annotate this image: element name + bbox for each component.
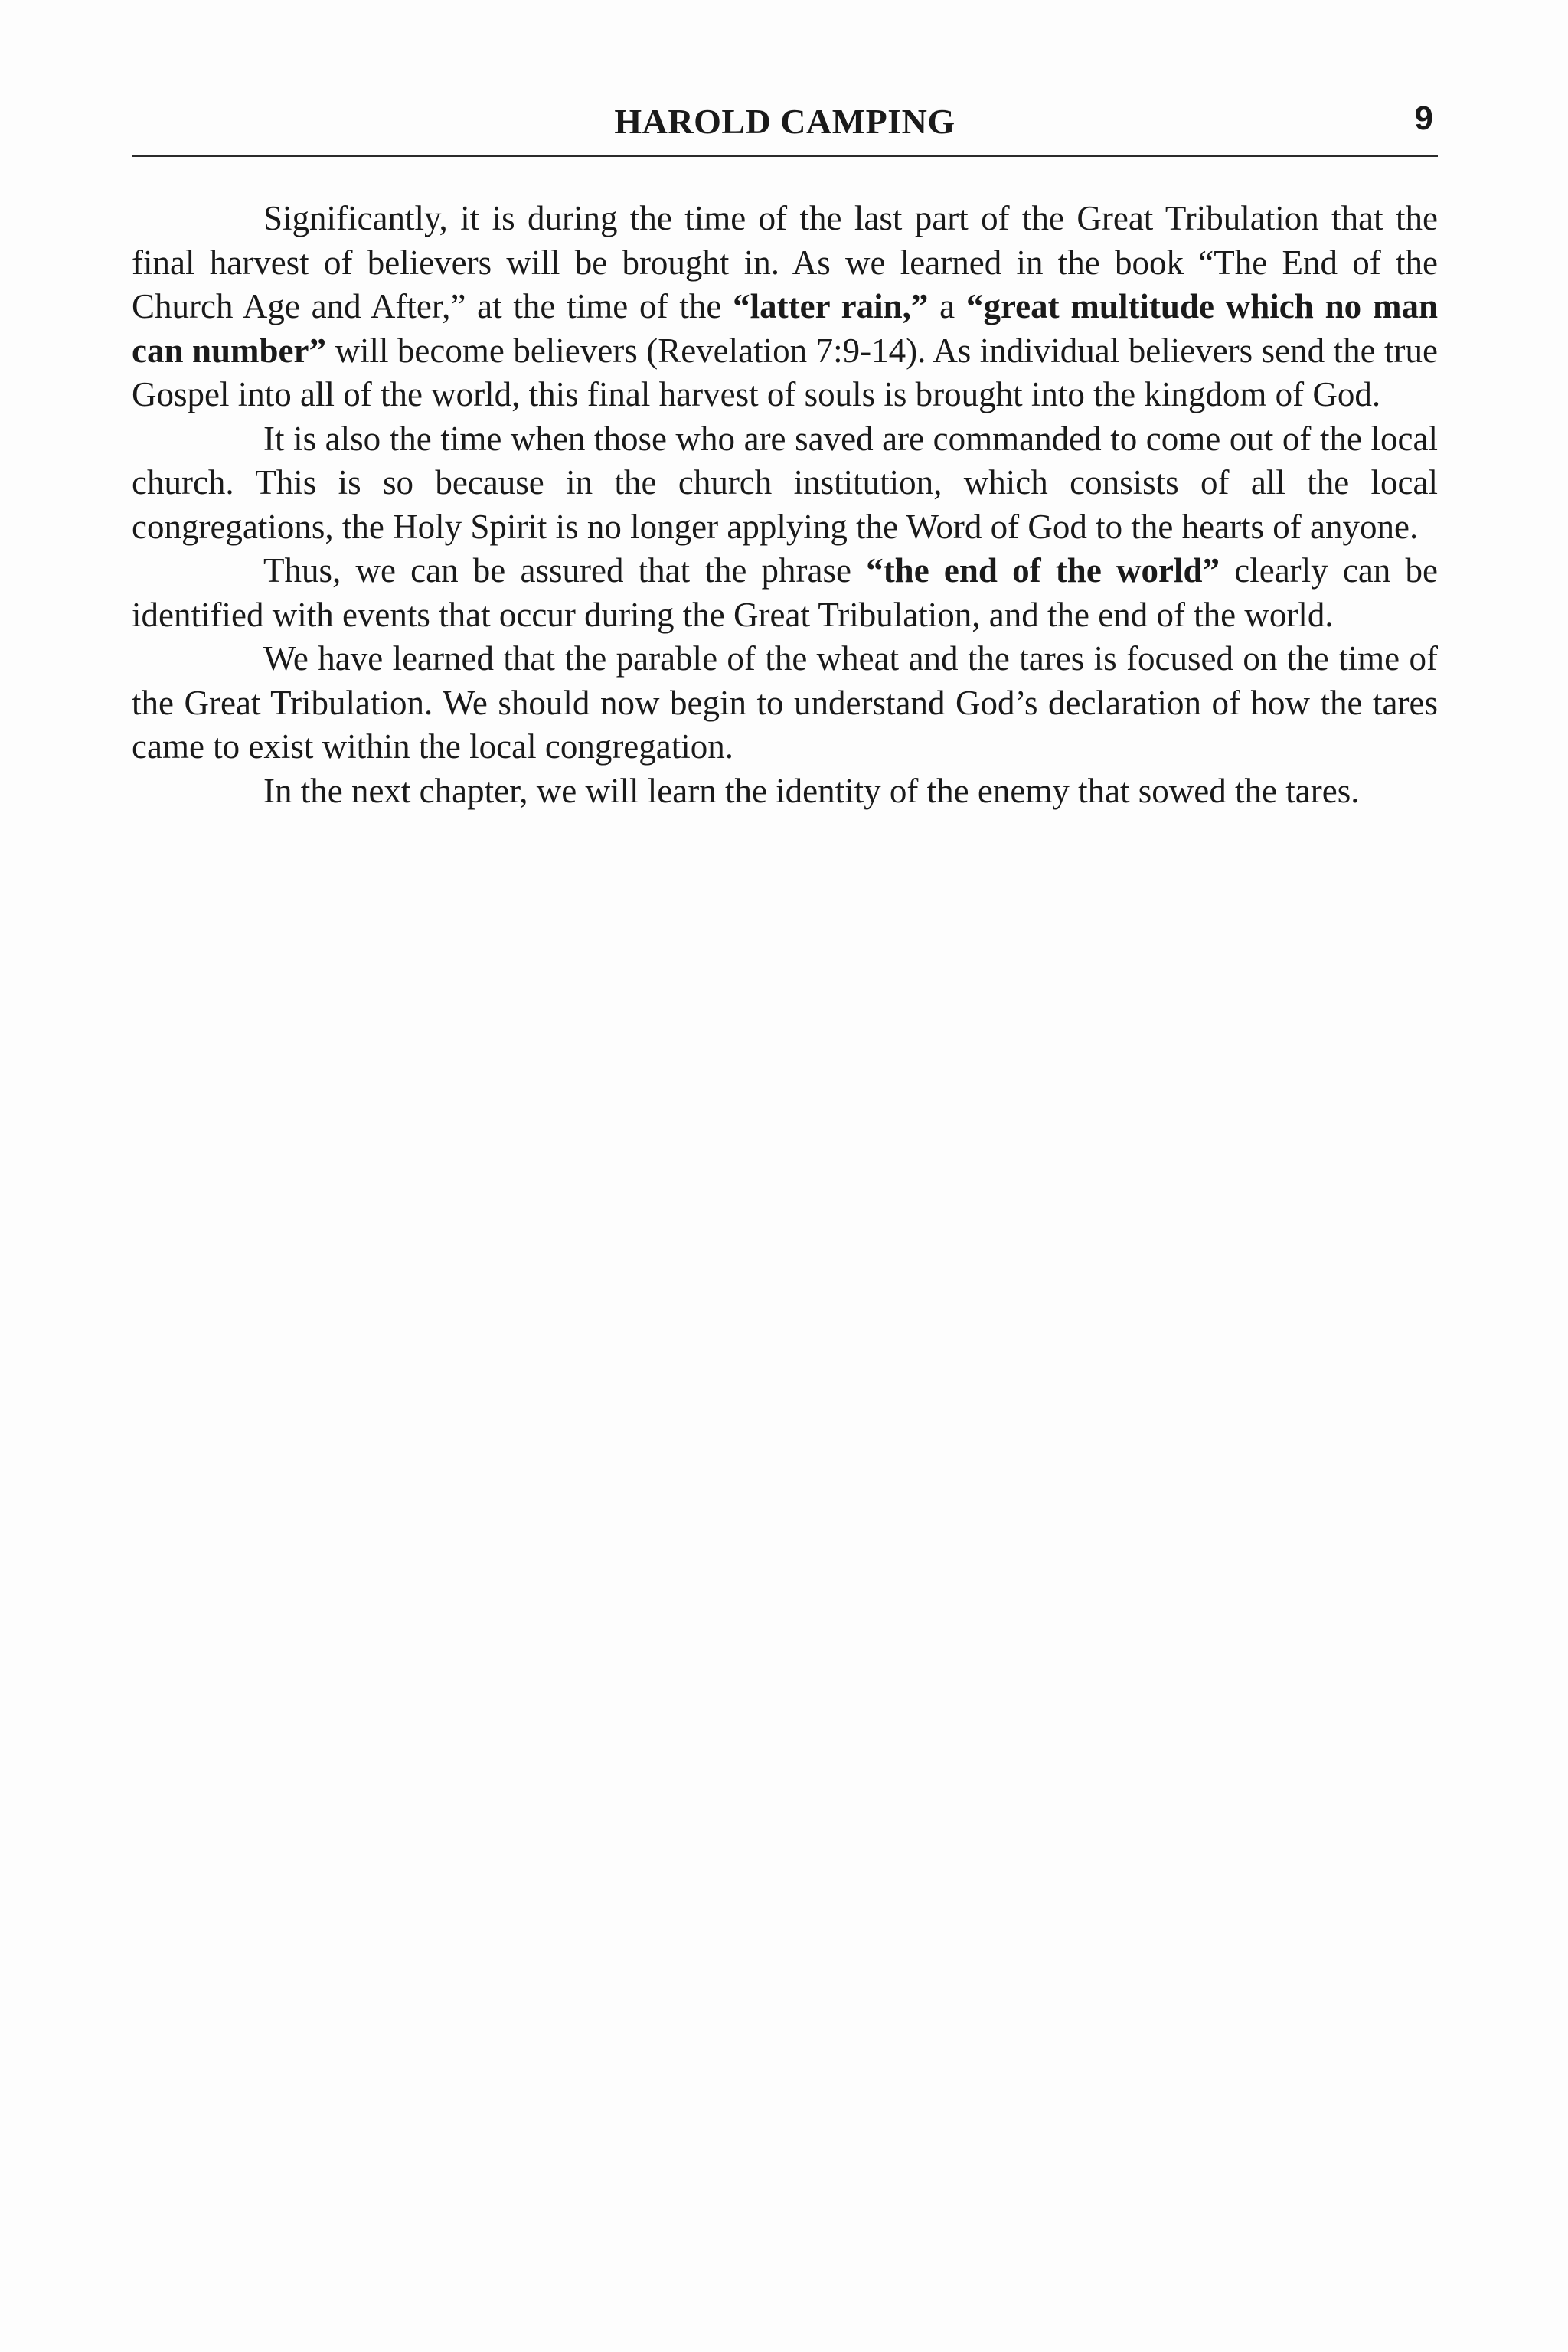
text-span: It is also the time when those who are saved are commanded to come out of the local church. This is so because in the church institution, which consists of all the local congregations, the Holy Spirit is no longer applying the Word of God to the hearts of anyone. (132, 419, 1438, 546)
paragraph (132, 769, 1438, 814)
text-span: In the next chapter, we will learn the identity of the enemy that sowed the tares. (263, 771, 1360, 810)
bold-quote: “great multitude which no man can number” (132, 287, 1438, 370)
page-header (132, 93, 1438, 157)
paragraph (132, 549, 1438, 637)
bold-quote: “the end of the world” (866, 551, 1220, 590)
page-number: 9 (1414, 100, 1433, 137)
bold-quote: “latter rain,” (733, 287, 929, 325)
paragraph (132, 197, 1438, 417)
paragraph (132, 417, 1438, 550)
text-span: Thus, we can be assured that the phrase (263, 551, 867, 590)
text-span: We have learned that the parable of the wheat and the tares is focused on the time of the Great Tribulation. We should now begin to understand God’s declaration of how the tares came to exist within the local congregation. (132, 639, 1438, 766)
text-span: Significantly, it is during the time of the last part of the Great Tribulation that the final harvest of believers will be brought in. As we learned in the book “The End of the Church Age and After,” at the time of the (132, 199, 1438, 325)
text-span: a (928, 287, 966, 325)
body-text (132, 197, 1438, 813)
book-page (132, 93, 1438, 813)
paragraph (132, 637, 1438, 769)
text-span: will become believers (Revelation 7:9-14). As individual believers send the true Gospel into all of the world, this final harvest of souls is brought into the kingdom of God. (132, 331, 1438, 413)
text-span: clearly can be identified with events that occur during the Great Tribulation, and the end of the world. (132, 551, 1438, 634)
running-head: HAROLD CAMPING (614, 102, 956, 141)
